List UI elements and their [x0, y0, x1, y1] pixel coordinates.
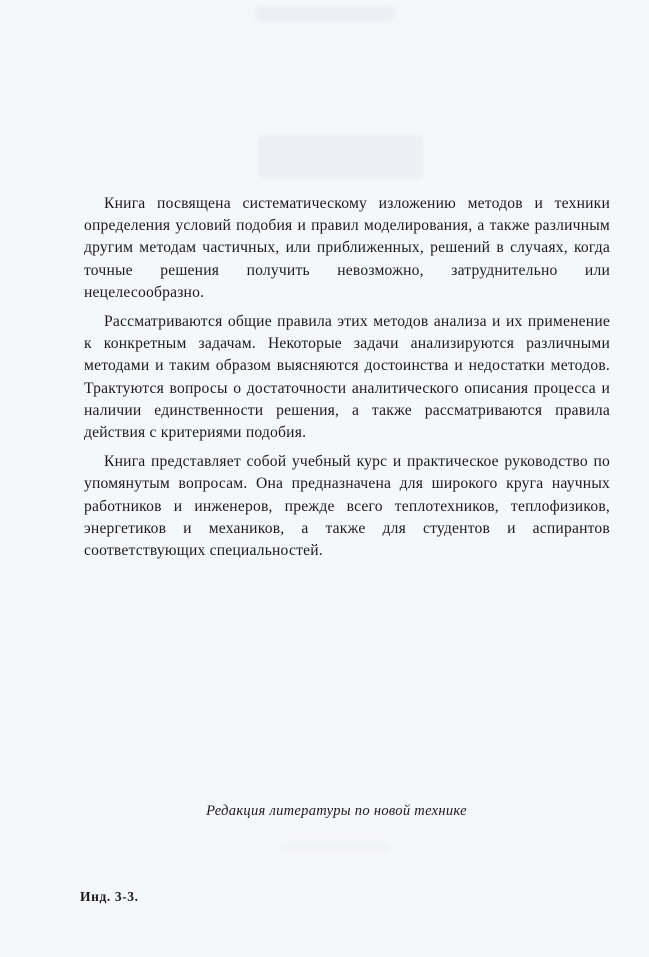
annotation-paragraph-3: Книга представляет собой учебный курс и практическое руководство по упомянутым вопросам. Она предназначена для широкого круга научных работников и инженеров, прежде всего теплотехников, теплофизиков, энергетиков и механиков, а также для студентов и аспирантов соответствующих специальностей. [84, 453, 610, 560]
index-code: Инд. 3-3. [80, 889, 139, 904]
annotation-paragraph-1: Книга посвящена систематическому изложению методов и техники определения условий подобия и правил моделирования, а также различным другим методам частичных, или приближенных, решений в случаях, когда точные решения получить невозможно, затруднительно или нецелесообразно. [84, 195, 610, 301]
show-through-mark [280, 842, 390, 852]
show-through-mark [255, 6, 395, 22]
editorial-office-line: Редакция литературы по новой технике [206, 803, 467, 819]
annotation-text [84, 193, 610, 569]
show-through-mark [258, 135, 423, 179]
annotation-paragraph-2: Рассматриваются общие правила этих методов анализа и их применение к конкретным задачам. Некоторые задачи анализируются различными методами и таким образом выясняются достоинства и недостатки методов. Трактуются вопросы о достаточности аналитического описания процесса и наличии единственности решения, а также рассматриваются правила действия с критериями подобия. [84, 313, 610, 442]
